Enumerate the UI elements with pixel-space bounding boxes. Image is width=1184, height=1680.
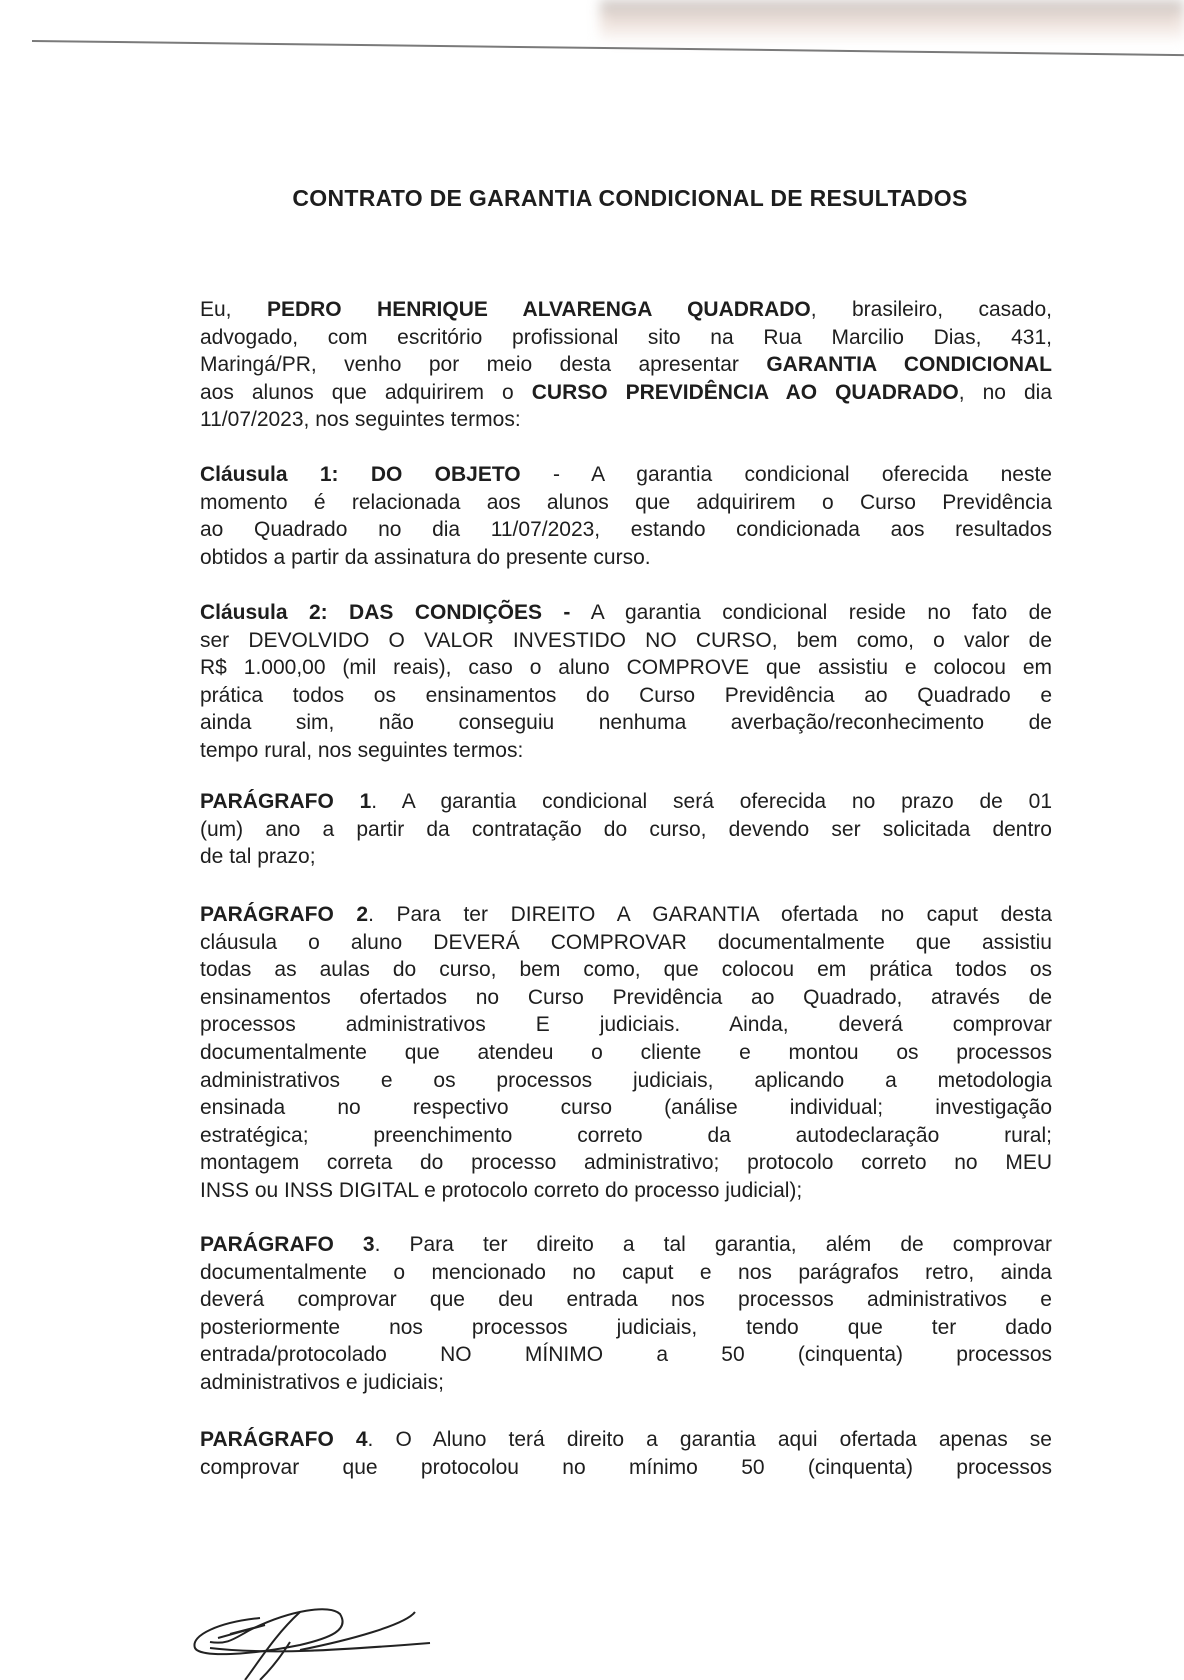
text: advogado, com escritório profissional sito na Rua Marcilio Dias, 431, xyxy=(200,325,1052,349)
text-line xyxy=(200,1094,1052,1122)
text: , brasileiro, casado, xyxy=(810,298,1052,321)
bold-text: CURSO PREVIDÊNCIA AO QUADRADO xyxy=(531,380,959,404)
text: momento é relacionada aos alunos que adquirirem o Curso Previdência xyxy=(200,490,1052,514)
text-line xyxy=(200,929,1052,957)
text: Eu, xyxy=(200,298,267,321)
text-line xyxy=(200,379,1052,407)
bold-text: PARÁGRAFO 2 xyxy=(200,903,369,926)
text-line xyxy=(200,1426,1052,1454)
text-line xyxy=(200,1286,1052,1314)
text: - A garantia condicional oferecida neste xyxy=(520,463,1052,486)
text: ainda sim, não conseguiu nenhuma averbação/reconhecimento de xyxy=(200,711,1052,735)
bold-text: PEDRO HENRIQUE ALVARENGA QUADRADO xyxy=(266,298,811,321)
text: INSS ou INSS DIGITAL e protocolo correto do processo judicial); xyxy=(200,1178,803,1202)
text: , no dia xyxy=(958,380,1052,404)
text: aos alunos que adquirirem o xyxy=(200,380,532,404)
text: posteriormente nos processos judiciais, tendo que ter dado xyxy=(200,1315,1052,1339)
text-line xyxy=(200,1011,1052,1039)
text-line xyxy=(200,544,1052,572)
text-line xyxy=(200,737,1052,765)
text-line xyxy=(200,516,1052,544)
scan-smudge xyxy=(600,0,1184,40)
text-line xyxy=(200,956,1052,984)
text: prática todos os ensinamentos do Curso Previdência ao Quadrado e xyxy=(200,683,1052,707)
text-line xyxy=(200,1259,1052,1287)
paragraph-paragrafo-2 xyxy=(200,901,1052,1205)
text: documentalmente que atendeu o cliente e montou os processos xyxy=(200,1040,1052,1064)
text-line xyxy=(200,1231,1052,1259)
document-title: CONTRATO DE GARANTIA CONDICIONAL DE RESULTADOS xyxy=(292,185,968,211)
text-line xyxy=(200,788,1052,816)
bold-text: Cláusula 2: DAS CONDIÇÕES - xyxy=(200,601,571,624)
text: administrativos e os processos judiciais, aplicando a metodologia xyxy=(200,1068,1052,1092)
text: . Para ter direito a tal garantia, além de comprovar xyxy=(374,1233,1052,1256)
text-line xyxy=(200,1122,1052,1150)
text: entrada/protocolado NO MÍNIMO a 50 (cinquenta) processos xyxy=(200,1343,1052,1367)
text-line xyxy=(200,1454,1052,1482)
text-line xyxy=(200,461,1052,489)
bold-text: Cláusula 1: DO OBJETO xyxy=(200,463,521,486)
text-line xyxy=(200,816,1052,844)
text: deverá comprovar que deu entrada nos processos administrativos e xyxy=(200,1288,1052,1312)
text-line xyxy=(200,654,1052,682)
text: . A garantia condicional será oferecida no prazo de 01 xyxy=(371,790,1052,813)
paragraph-paragrafo-3 xyxy=(200,1231,1052,1397)
bold-text: GARANTIA CONDICIONAL xyxy=(766,353,1052,377)
paragraph-clausula-1 xyxy=(200,461,1052,571)
text-line xyxy=(200,351,1052,379)
text: administrativos e judiciais; xyxy=(200,1370,444,1394)
text-line xyxy=(200,489,1052,517)
text: obtidos a partir da assinatura do presente curso. xyxy=(200,545,651,569)
text-line xyxy=(200,1314,1052,1342)
text: ser DEVOLVIDO O VALOR INVESTIDO NO CURSO, bem como, o valor de xyxy=(200,628,1052,652)
text-line xyxy=(200,709,1052,737)
text: comprovar que protocolou no mínimo 50 (cinquenta) processos xyxy=(200,1455,1052,1479)
text-line xyxy=(200,627,1052,655)
text-line xyxy=(200,324,1052,352)
text-line xyxy=(200,984,1052,1012)
text-line xyxy=(200,1067,1052,1095)
text-line xyxy=(200,682,1052,710)
text: ensinada no respectivo curso (análise individual; investigação xyxy=(200,1096,1052,1120)
text-line xyxy=(200,1039,1052,1067)
text: estratégica; preenchimento correto da autodeclaração rural; xyxy=(200,1123,1052,1147)
text: . O Aluno terá direito a garantia aqui ofertada apenas se xyxy=(367,1428,1052,1451)
text-line xyxy=(200,406,1052,434)
text: documentalmente o mencionado no caput e nos parágrafos retro, ainda xyxy=(200,1260,1052,1284)
text-line xyxy=(200,1369,1052,1397)
text: de tal prazo; xyxy=(200,845,316,869)
scan-edge-line xyxy=(32,40,1184,56)
paragraph-clausula-2 xyxy=(200,599,1052,765)
text: 11/07/2023, nos seguintes termos: xyxy=(200,408,521,432)
bold-text: PARÁGRAFO 3 xyxy=(200,1233,375,1256)
bold-text: PARÁGRAFO 4 xyxy=(200,1428,368,1451)
text: ensinamentos ofertados no Curso Previdência ao Quadrado, através de xyxy=(200,985,1052,1009)
text: processos administrativos E judiciais. Ainda, deverá comprovar xyxy=(200,1013,1052,1037)
text-line xyxy=(200,1149,1052,1177)
text: (um) ano a partir da contratação do curso, devendo ser solicitada dentro xyxy=(200,817,1052,841)
text: R$ 1.000,00 (mil reais), caso o aluno COMPROVE que assistiu e colocou em xyxy=(200,656,1052,680)
text: ao Quadrado no dia 11/07/2023, estando condicionada aos resultados xyxy=(200,518,1052,542)
paragraph-paragrafo-1 xyxy=(200,788,1052,871)
text-line xyxy=(200,296,1052,324)
text-line xyxy=(200,599,1052,627)
text: A garantia condicional reside no fato de xyxy=(570,601,1052,624)
text: Maringá/PR, venho por meio desta apresentar xyxy=(200,353,767,377)
text: cláusula o aluno DEVERÁ COMPROVAR documentalmente que assistiu xyxy=(200,930,1052,954)
paragraph-paragrafo-4 xyxy=(200,1426,1052,1481)
text-line xyxy=(200,1177,1052,1205)
text: montagem correta do processo administrativo; protocolo correto no MEU xyxy=(200,1151,1052,1175)
text: tempo rural, nos seguintes termos: xyxy=(200,738,524,762)
bold-text: PARÁGRAFO 1 xyxy=(200,790,372,813)
text-line xyxy=(200,901,1052,929)
paragraph-intro xyxy=(200,296,1052,434)
text-line xyxy=(200,843,1052,871)
text: todas as aulas do curso, bem como, que colocou em prática todos os xyxy=(200,958,1052,982)
text-line xyxy=(200,1341,1052,1369)
text: . Para ter DIREITO A GARANTIA ofertada no caput desta xyxy=(368,903,1052,926)
signature xyxy=(190,1600,450,1680)
